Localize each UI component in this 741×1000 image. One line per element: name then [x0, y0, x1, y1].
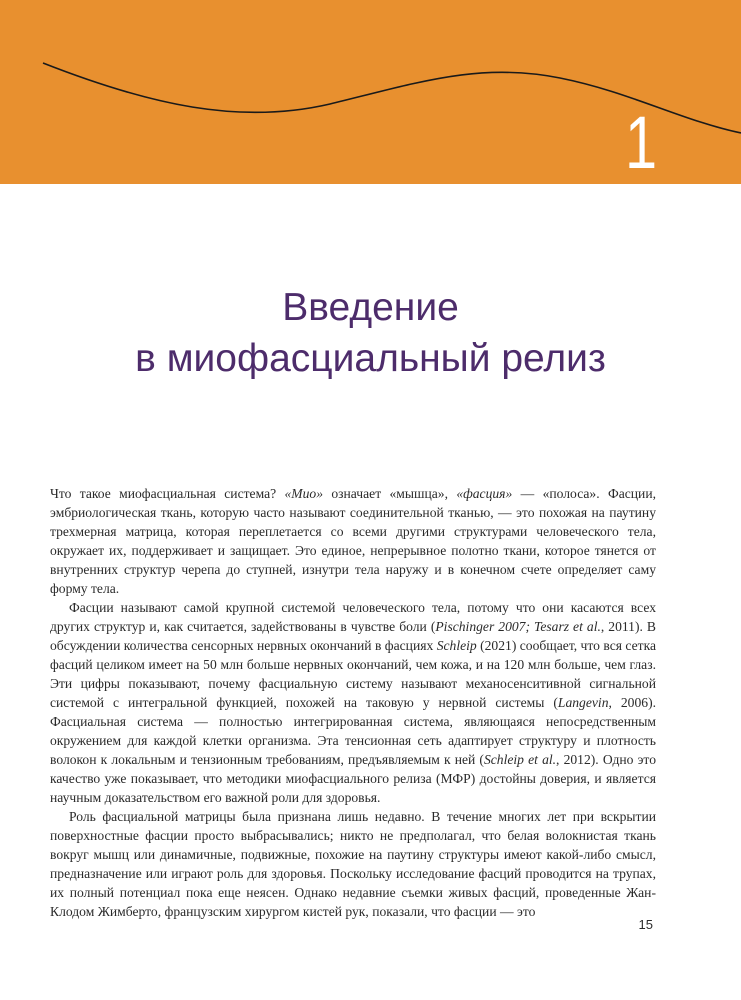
text-run: , 2011). В обсуждении количества сенсорных нервных окончаний в фасциях — [50, 619, 656, 653]
italic-text: Langevin — [557, 695, 609, 710]
page-number: 15 — [638, 917, 653, 932]
text-run: Что такое миофасциальная система? — [50, 486, 285, 501]
italic-text: Schleip — [436, 638, 477, 653]
text-run: Фасции называют самой крупной системой человеческого тела, потому что они касаются всех других структур и, как считается, задействованы в чувстве боли ( — [50, 600, 656, 634]
chapter-title-line-2: в миофасциальный релиз — [135, 337, 606, 380]
text-run: , 2006). Фасциальная система — полностью интегрированная система, являющаяся непосредственным окружением для каждой клетки организма. Эта тенсионная сеть адаптирует структуру и плотность волокон к локальным и тензионным требованиям, предъявляемым к ней ( — [50, 695, 656, 767]
text-run: означает «мышца», — [323, 486, 457, 501]
chapter-title — [0, 282, 741, 384]
chapter-number: 1 — [624, 101, 657, 184]
paragraph — [50, 484, 656, 598]
text-run: (2021) сообщает, что вся сетка фасций целиком имеет на 50 млн больше нервных окончаний, чем кожа, и на 120 млн больше, чем глаз. Эти цифры показывают, почему фасциальную систему называют механосенситивной сигнальной системой с интегральной функцией, похожей на таковую у нервной системы ( — [50, 638, 656, 710]
italic-text: Schleip et al. — [483, 752, 557, 767]
chapter-banner — [0, 0, 741, 184]
italic-text: «фасция» — [456, 486, 513, 501]
body-text — [50, 484, 656, 921]
italic-text: «Мио» — [284, 486, 324, 501]
paragraph — [50, 807, 656, 921]
chapter-title-line-1: Введение — [282, 286, 459, 329]
text-run: , 2012). Одно это качество уже показывает, что методики миофасциального релиза (МФР) достойны доверия, и является научным доказательством его важной роли для здоровья. — [50, 752, 656, 805]
text-run: Роль фасциальной матрицы была признана лишь недавно. В течение многих лет при вскрытии поверхностные фасции просто выбрасывались; никто не предполагал, что белая волокнистая ткань вокруг мышц или динамичные, подвижные, похожие на паутину структуры имеют какой-либо смысл, предназначение или играют роль для здоровья. Поскольку исследование фасций проводится на трупах, их полный потенциал пока еще неясен. Однако недавние съемки живых фасций, проведенные Жан-Клодом Жимберто, французским хирургом кистей рук, показали, что фасции — это — [50, 809, 656, 919]
text-run: — «полоса». Фасции, эмбриологическая ткань, которую часто называют соединительной тканью, — это похожая на паутину трехмерная матрица, которая переплетается со всеми другими структурами человеческого тела, окружает их, поддерживает и защищает. Это единое, непрерывное полотно ткани, которое тянется от внутренних структур черепа до ступней, изнутри тела наружу и в конечном счете определяет саму форму тела. — [50, 486, 656, 596]
italic-text: Pischinger 2007; Tesarz et al. — [435, 619, 601, 634]
paragraph — [50, 598, 656, 807]
